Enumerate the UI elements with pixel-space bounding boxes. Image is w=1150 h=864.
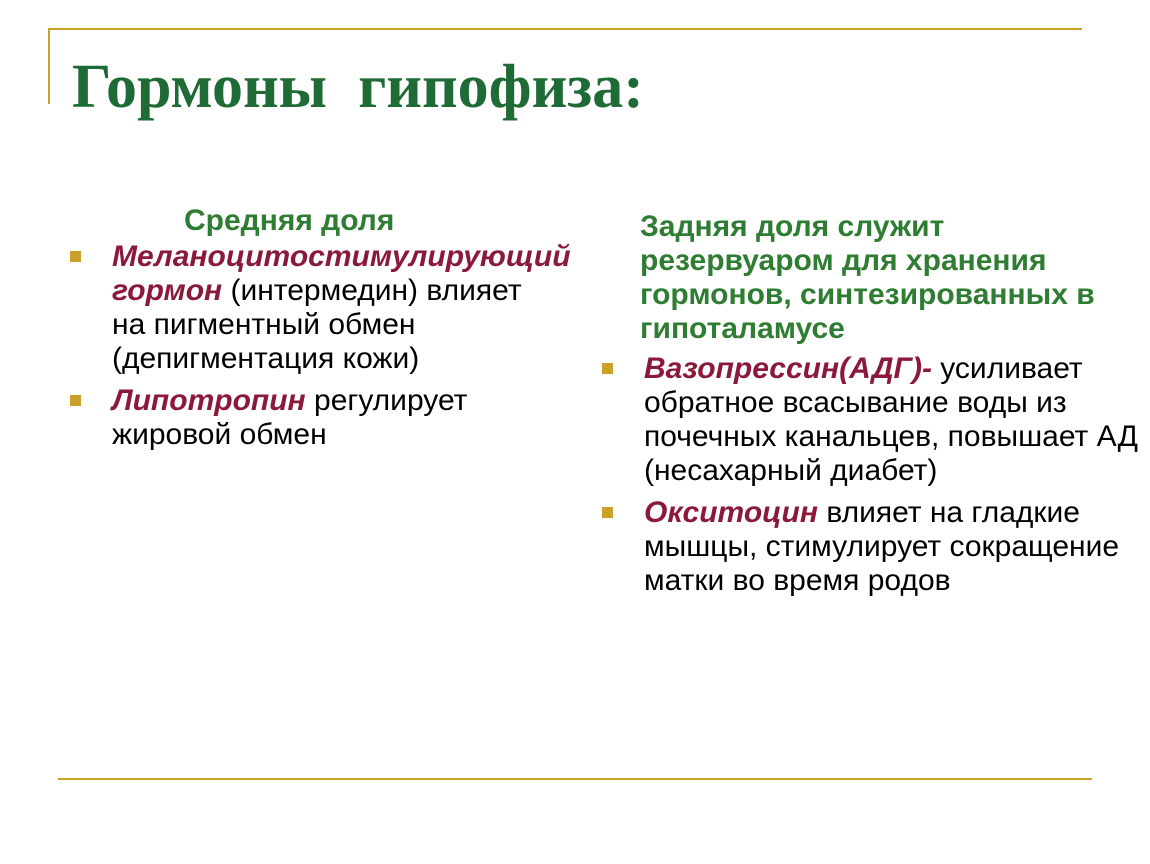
posterior-lobe-heading: Задняя доля служит резервуаром для хранения гормонов, синтезированных в гипоталамусе [640,210,1095,345]
hormone-description: регулирует жировой обмен [112,384,468,451]
middle-lobe-heading: Средняя доля [184,204,395,237]
square-bullet-icon [70,395,81,406]
hormone-description: (интермедин) влияет на пигментный обмен (депигментация кожи) [112,274,522,375]
left-divider-line [48,28,50,104]
posterior-lobe-hormone-list [598,352,1138,598]
square-bullet-icon [602,363,613,374]
slide-title: Гормоны гипофиза: [72,53,644,121]
hormone-description: влияет на гладкие мышцы, стимулирует сокращение матки во время родов [644,496,1120,597]
list-item-lipotropin [66,384,546,452]
hormone-description: усиливает обратное всасывание воды из почечных канальцев, повышает АД (несахарный диабет) [644,352,1138,487]
middle-lobe-hormone-list [66,240,571,452]
hormone-term: Вазопрессин(АДГ)- [644,352,932,385]
list-item-msh [66,240,571,376]
hormone-term: Меланоцитостимулирующий гормон [112,240,571,307]
hormone-term: Липотропин [112,384,306,417]
bottom-divider-line [58,778,1092,780]
list-item-oxytocin [598,496,1138,598]
list-item-vasopressin [598,352,1138,488]
top-divider-line [48,28,1082,30]
hormone-term: Окситоцин [644,496,818,529]
square-bullet-icon [70,251,81,262]
right-column-posterior-lobe [598,210,1138,606]
square-bullet-icon [602,507,613,518]
left-column-middle-lobe [66,204,571,460]
